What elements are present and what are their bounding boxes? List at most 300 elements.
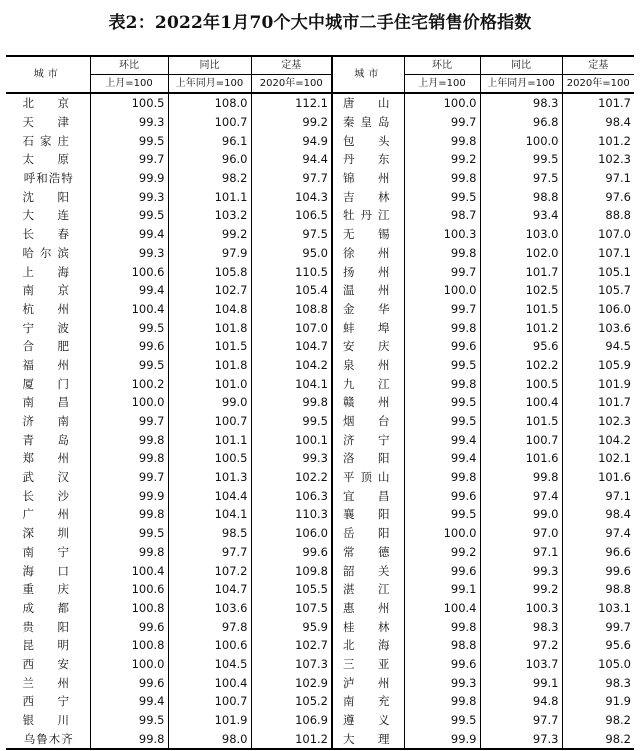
tongbi-value: 101.8: [168, 356, 251, 375]
table-row: [6, 225, 634, 244]
huanbi-value: 100.0: [404, 93, 480, 113]
city-name: 上 海: [22, 264, 75, 279]
tongbi-value: 98.8: [480, 187, 562, 206]
huanbi-value: 99.4: [90, 281, 168, 300]
huanbi-value: 99.6: [404, 486, 480, 505]
huanbi-value: 99.7: [90, 150, 168, 169]
huanbi-value: 99.8: [90, 449, 168, 468]
tongbi-value: 100.7: [168, 113, 251, 132]
dingji-value: 105.9: [562, 356, 634, 375]
tongbi-value: 96.1: [168, 131, 251, 150]
table-row: [6, 524, 634, 543]
city-name: 宜 昌: [332, 486, 404, 505]
city-name: 北 京: [22, 96, 75, 111]
dingji-value: 95.9: [251, 617, 332, 636]
huanbi-value: 99.8: [404, 318, 480, 337]
tongbi-value: 103.7: [480, 655, 562, 674]
table-row: [6, 617, 634, 636]
huanbi-value: 99.5: [90, 206, 168, 225]
tongbi-value: 96.8: [480, 113, 562, 132]
tongbi-value: 98.2: [168, 169, 251, 188]
huanbi-value: 99.5: [404, 393, 480, 412]
table-row: [6, 93, 634, 113]
city-name: 长 沙: [22, 488, 75, 503]
tongbi-value: 103.2: [168, 206, 251, 225]
table-row: [6, 468, 634, 487]
huanbi-value: 99.2: [404, 150, 480, 169]
tongbi-value: 101.3: [168, 468, 251, 487]
huanbi-value: 99.7: [90, 468, 168, 487]
dingji-value: 98.4: [562, 505, 634, 524]
huanbi-value: 100.0: [404, 524, 480, 543]
huanbi-value: 100.5: [90, 93, 168, 113]
huanbi-value: 99.3: [90, 244, 168, 263]
city-name: 石家庄: [22, 133, 75, 148]
dingji-value: 107.3: [251, 655, 332, 674]
dingji-value: 105.4: [251, 281, 332, 300]
tongbi-value: 97.7: [168, 543, 251, 562]
city-name: 吉 林: [332, 187, 404, 206]
tongbi-value: 104.7: [168, 580, 251, 599]
table-row: [6, 318, 634, 337]
huanbi-value: 100.8: [90, 599, 168, 618]
dingji-value: 101.9: [562, 374, 634, 393]
city-name: 海 口: [22, 563, 75, 578]
city-name: 济 南: [22, 414, 75, 429]
column-header-tongbi-right: 同比: [480, 56, 562, 75]
huanbi-value: 100.3: [404, 225, 480, 244]
table-row: [6, 655, 634, 674]
city-name: 湛 江: [332, 580, 404, 599]
huanbi-value: 99.8: [404, 244, 480, 263]
dingji-value: 104.3: [251, 187, 332, 206]
tongbi-value: 99.5: [480, 150, 562, 169]
table-row: [6, 711, 634, 730]
city-name: 北 海: [332, 636, 404, 655]
huanbi-value: 100.6: [90, 262, 168, 281]
tongbi-value: 97.9: [168, 244, 251, 263]
table-row: [6, 187, 634, 206]
dingji-value: 105.2: [251, 692, 332, 711]
tongbi-value: 100.6: [168, 636, 251, 655]
city-name: 西 安: [22, 656, 75, 671]
table-row: [6, 337, 634, 356]
dingji-value: 95.0: [251, 244, 332, 263]
huanbi-value: 99.2: [404, 543, 480, 562]
huanbi-value: 100.4: [404, 599, 480, 618]
dingji-value: 101.2: [562, 131, 634, 150]
city-name: 南 充: [332, 692, 404, 711]
huanbi-value: 99.5: [404, 711, 480, 730]
huanbi-value: 99.8: [404, 692, 480, 711]
city-name: 成 都: [22, 600, 75, 615]
dingji-value: 108.8: [251, 300, 332, 319]
dingji-value: 102.9: [251, 673, 332, 692]
tongbi-value: 103.0: [480, 225, 562, 244]
tongbi-value: 100.5: [480, 374, 562, 393]
dingji-value: 101.7: [562, 93, 634, 113]
huanbi-value: 99.5: [90, 711, 168, 730]
tongbi-value: 101.8: [168, 318, 251, 337]
table-row: [6, 113, 634, 132]
city-name: 南 京: [22, 283, 75, 298]
dingji-value: 106.9: [251, 711, 332, 730]
tongbi-value: 100.7: [480, 430, 562, 449]
dingji-value: 88.8: [562, 206, 634, 225]
tongbi-value: 101.5: [480, 300, 562, 319]
huanbi-value: 100.0: [90, 655, 168, 674]
city-name: 沈 阳: [22, 189, 75, 204]
city-name: 大 连: [22, 208, 75, 223]
dingji-value: 107.5: [251, 599, 332, 618]
city-name: 重 庆: [22, 582, 75, 597]
huanbi-value: 98.8: [404, 636, 480, 655]
page-title: 表2：2022年1月70个大中城市二手住宅销售价格指数: [108, 13, 532, 33]
huanbi-value: 99.5: [404, 505, 480, 524]
huanbi-value: 99.5: [404, 412, 480, 431]
dingji-value: 112.1: [251, 93, 332, 113]
dingji-value: 107.1: [562, 244, 634, 263]
city-name: 包 头: [332, 131, 404, 150]
tongbi-value: 100.7: [168, 692, 251, 711]
dingji-value: 106.5: [251, 206, 332, 225]
dingji-value: 101.6: [562, 468, 634, 487]
tongbi-value: 101.0: [168, 374, 251, 393]
tongbi-value: 97.1: [480, 543, 562, 562]
huanbi-value: 100.0: [404, 281, 480, 300]
dingji-value: 97.4: [562, 524, 634, 543]
city-name: 银 川: [22, 713, 75, 728]
column-header-city-right: 城市: [332, 56, 404, 93]
dingji-value: 102.7: [251, 636, 332, 655]
city-name: 深 圳: [22, 526, 75, 541]
city-name: 昆 明: [22, 638, 75, 653]
tongbi-value: 103.6: [168, 599, 251, 618]
dingji-value: 102.1: [562, 449, 634, 468]
dingji-value: 98.8: [562, 580, 634, 599]
huanbi-value: 100.0: [90, 393, 168, 412]
table-row: [6, 505, 634, 524]
dingji-value: 106.3: [251, 486, 332, 505]
tongbi-value: 99.0: [480, 505, 562, 524]
dingji-value: 97.1: [562, 486, 634, 505]
dingji-value: 104.2: [562, 430, 634, 449]
huanbi-value: 99.9: [404, 729, 480, 749]
city-name: 岳 阳: [332, 524, 404, 543]
dingji-value: 106.0: [251, 524, 332, 543]
city-name: 大 理: [332, 729, 404, 749]
column-header-dingji-right: 定基: [562, 56, 634, 75]
dingji-value: 104.2: [251, 356, 332, 375]
dingji-value: 102.3: [562, 150, 634, 169]
huanbi-value: 99.8: [90, 729, 168, 749]
city-name: 长 春: [22, 227, 75, 242]
huanbi-value: 99.3: [90, 187, 168, 206]
huanbi-value: 99.4: [404, 430, 480, 449]
dingji-value: 110.3: [251, 505, 332, 524]
tongbi-value: 98.3: [480, 93, 562, 113]
tongbi-value: 101.5: [168, 337, 251, 356]
city-name: 赣 州: [332, 393, 404, 412]
tongbi-value: 104.4: [168, 486, 251, 505]
table-row: [6, 374, 634, 393]
city-name: 唐 山: [332, 93, 404, 113]
column-header-tongbi-left: 同比: [168, 56, 251, 75]
huanbi-value: 99.3: [404, 673, 480, 692]
table-row: [6, 729, 634, 749]
tongbi-value: 100.3: [480, 599, 562, 618]
tongbi-value: 101.7: [480, 262, 562, 281]
huanbi-value: 99.5: [90, 356, 168, 375]
city-name: 合 肥: [22, 339, 75, 354]
tongbi-value: 101.2: [480, 318, 562, 337]
dingji-value: 105.0: [562, 655, 634, 674]
tongbi-value: 99.2: [168, 225, 251, 244]
tongbi-value: 104.1: [168, 505, 251, 524]
city-name: 乌鲁木齐: [6, 729, 90, 749]
table-row: [6, 561, 634, 580]
tongbi-value: 100.4: [480, 393, 562, 412]
huanbi-value: 99.9: [90, 486, 168, 505]
city-name: 常 德: [332, 543, 404, 562]
tongbi-value: 98.5: [168, 524, 251, 543]
tongbi-value: 97.4: [480, 486, 562, 505]
city-name: 丹 东: [332, 150, 404, 169]
tongbi-value: 100.4: [168, 673, 251, 692]
dingji-value: 102.2: [251, 468, 332, 487]
dingji-value: 99.7: [562, 617, 634, 636]
huanbi-value: 99.7: [90, 412, 168, 431]
dingji-value: 99.6: [562, 561, 634, 580]
huanbi-value: 99.7: [404, 262, 480, 281]
table-row: [6, 393, 634, 412]
city-name: 锦 州: [332, 169, 404, 188]
city-name: 安 庆: [332, 337, 404, 356]
dingji-value: 102.3: [562, 412, 634, 431]
dingji-value: 104.1: [251, 374, 332, 393]
dingji-value: 94.4: [251, 150, 332, 169]
huanbi-value: 99.8: [90, 505, 168, 524]
table-row: [6, 486, 634, 505]
table-row: [6, 169, 634, 188]
huanbi-value: 99.6: [404, 561, 480, 580]
tongbi-value: 98.0: [168, 729, 251, 749]
city-name: 平顶山: [332, 468, 404, 487]
dingji-value: 94.9: [251, 131, 332, 150]
tongbi-value: 104.5: [168, 655, 251, 674]
huanbi-value: 99.5: [90, 524, 168, 543]
tongbi-value: 108.0: [168, 93, 251, 113]
huanbi-value: 98.7: [404, 206, 480, 225]
tongbi-value: 102.5: [480, 281, 562, 300]
dingji-value: 105.7: [562, 281, 634, 300]
table-row: [6, 580, 634, 599]
dingji-value: 96.6: [562, 543, 634, 562]
dingji-value: 97.5: [251, 225, 332, 244]
city-name: 温 州: [332, 281, 404, 300]
table-row: [6, 356, 634, 375]
huanbi-value: 99.8: [404, 468, 480, 487]
city-name: 遵 义: [332, 711, 404, 730]
city-name: 青 岛: [22, 432, 75, 447]
huanbi-value: 99.6: [90, 337, 168, 356]
dingji-value: 98.2: [562, 729, 634, 749]
tongbi-value: 101.9: [168, 711, 251, 730]
dingji-value: 106.0: [562, 300, 634, 319]
city-name: 三 亚: [332, 655, 404, 674]
huanbi-value: 100.4: [90, 300, 168, 319]
dingji-value: 91.9: [562, 692, 634, 711]
tongbi-value: 101.1: [168, 187, 251, 206]
huanbi-value: 99.8: [404, 131, 480, 150]
tongbi-value: 95.6: [480, 337, 562, 356]
dingji-value: 99.6: [251, 543, 332, 562]
city-name: 宁 波: [22, 320, 75, 335]
tongbi-value: 99.0: [168, 393, 251, 412]
dingji-value: 103.6: [562, 318, 634, 337]
dingji-value: 94.5: [562, 337, 634, 356]
dingji-value: 97.1: [562, 169, 634, 188]
dingji-value: 103.1: [562, 599, 634, 618]
tongbi-value: 100.7: [168, 412, 251, 431]
table-row: [6, 131, 634, 150]
tongbi-value: 104.8: [168, 300, 251, 319]
dingji-value: 109.8: [251, 561, 332, 580]
city-name: 南 昌: [22, 395, 75, 410]
city-name: 泉 州: [332, 356, 404, 375]
city-name: 贵 阳: [22, 619, 75, 634]
dingji-value: 97.6: [562, 187, 634, 206]
city-name: 福 州: [22, 357, 75, 372]
huanbi-value: 99.5: [90, 318, 168, 337]
city-name: 蚌 埠: [332, 318, 404, 337]
tongbi-value: 97.2: [480, 636, 562, 655]
dingji-value: 99.5: [251, 412, 332, 431]
table-row: [6, 636, 634, 655]
huanbi-value: 99.7: [404, 113, 480, 132]
column-header-huanbi-right: 环比: [404, 56, 480, 75]
dingji-value: 95.6: [562, 636, 634, 655]
dingji-value: 98.3: [562, 673, 634, 692]
dingji-value: 99.3: [251, 449, 332, 468]
table-row: [6, 244, 634, 263]
huanbi-value: 99.5: [404, 356, 480, 375]
tongbi-value: 102.7: [168, 281, 251, 300]
table-row: [6, 430, 634, 449]
city-name: 呼和浩特: [23, 171, 74, 186]
tongbi-value: 101.1: [168, 430, 251, 449]
huanbi-value: 99.4: [90, 225, 168, 244]
huanbi-value: 99.9: [90, 169, 168, 188]
city-name: 西 宁: [22, 694, 75, 709]
city-name: 广 州: [22, 507, 75, 522]
tongbi-value: 99.8: [480, 468, 562, 487]
column-header-huanbi-left: 环比: [90, 56, 168, 75]
table-row: [6, 692, 634, 711]
huanbi-value: 99.5: [90, 131, 168, 150]
city-name: 泸 州: [332, 673, 404, 692]
table-row: [6, 449, 634, 468]
city-name: 烟 台: [332, 412, 404, 431]
huanbi-value: 99.6: [404, 337, 480, 356]
huanbi-value: 100.2: [90, 374, 168, 393]
tongbi-value: 101.6: [480, 449, 562, 468]
tongbi-value: 96.0: [168, 150, 251, 169]
tongbi-value: 107.2: [168, 561, 251, 580]
column-base-tongbi-left: 上年同月=100: [168, 75, 251, 94]
city-name: 济 宁: [332, 430, 404, 449]
city-name: 南 宁: [22, 544, 75, 559]
city-name: 徐 州: [332, 244, 404, 263]
huanbi-value: 99.1: [404, 580, 480, 599]
city-name: 哈尔滨: [22, 245, 75, 260]
tongbi-value: 99.1: [480, 673, 562, 692]
table-row: [6, 281, 634, 300]
tongbi-value: 97.8: [168, 617, 251, 636]
huanbi-value: 100.4: [90, 561, 168, 580]
huanbi-value: 99.7: [404, 300, 480, 319]
table-row: [6, 262, 634, 281]
city-name: 无 锡: [332, 225, 404, 244]
table-row: [6, 412, 634, 431]
huanbi-value: 99.6: [90, 673, 168, 692]
tongbi-value: 100.5: [168, 449, 251, 468]
dingji-value: 99.2: [251, 113, 332, 132]
city-name: 秦皇岛: [332, 113, 404, 132]
dingji-value: 98.2: [562, 711, 634, 730]
city-name: 兰 州: [22, 675, 75, 690]
price-index-table: [6, 55, 634, 750]
huanbi-value: 99.5: [404, 187, 480, 206]
city-name: 襄 阳: [332, 505, 404, 524]
city-name: 金 华: [332, 300, 404, 319]
column-base-dingji-left: 2020年=100: [251, 75, 332, 94]
city-name: 惠 州: [332, 599, 404, 618]
table-row: [6, 543, 634, 562]
dingji-value: 99.8: [251, 393, 332, 412]
huanbi-value: 99.3: [90, 113, 168, 132]
huanbi-value: 99.8: [404, 374, 480, 393]
tongbi-value: 97.5: [480, 169, 562, 188]
city-name: 扬 州: [332, 262, 404, 281]
dingji-value: 98.4: [562, 113, 634, 132]
city-name: 洛 阳: [332, 449, 404, 468]
city-name: 牡丹江: [332, 206, 404, 225]
huanbi-value: 99.6: [404, 655, 480, 674]
city-name: 武 汉: [22, 470, 75, 485]
dingji-value: 105.1: [562, 262, 634, 281]
column-header-city-left: 城市: [6, 56, 90, 93]
city-name: 韶 关: [332, 561, 404, 580]
table-row: [6, 599, 634, 618]
tongbi-value: 93.4: [480, 206, 562, 225]
column-base-huanbi-right: 上月=100: [404, 75, 480, 94]
huanbi-value: 99.8: [404, 169, 480, 188]
huanbi-value: 99.4: [404, 449, 480, 468]
dingji-value: 101.2: [251, 729, 332, 749]
dingji-value: 107.0: [562, 225, 634, 244]
dingji-value: 97.7: [251, 169, 332, 188]
huanbi-value: 99.8: [404, 617, 480, 636]
table-row: [6, 673, 634, 692]
tongbi-value: 99.2: [480, 580, 562, 599]
tongbi-value: 101.5: [480, 412, 562, 431]
column-base-huanbi-left: 上月=100: [90, 75, 168, 94]
tongbi-value: 99.3: [480, 561, 562, 580]
huanbi-value: 99.8: [90, 543, 168, 562]
dingji-value: 100.1: [251, 430, 332, 449]
city-name: 厦 门: [22, 376, 75, 391]
